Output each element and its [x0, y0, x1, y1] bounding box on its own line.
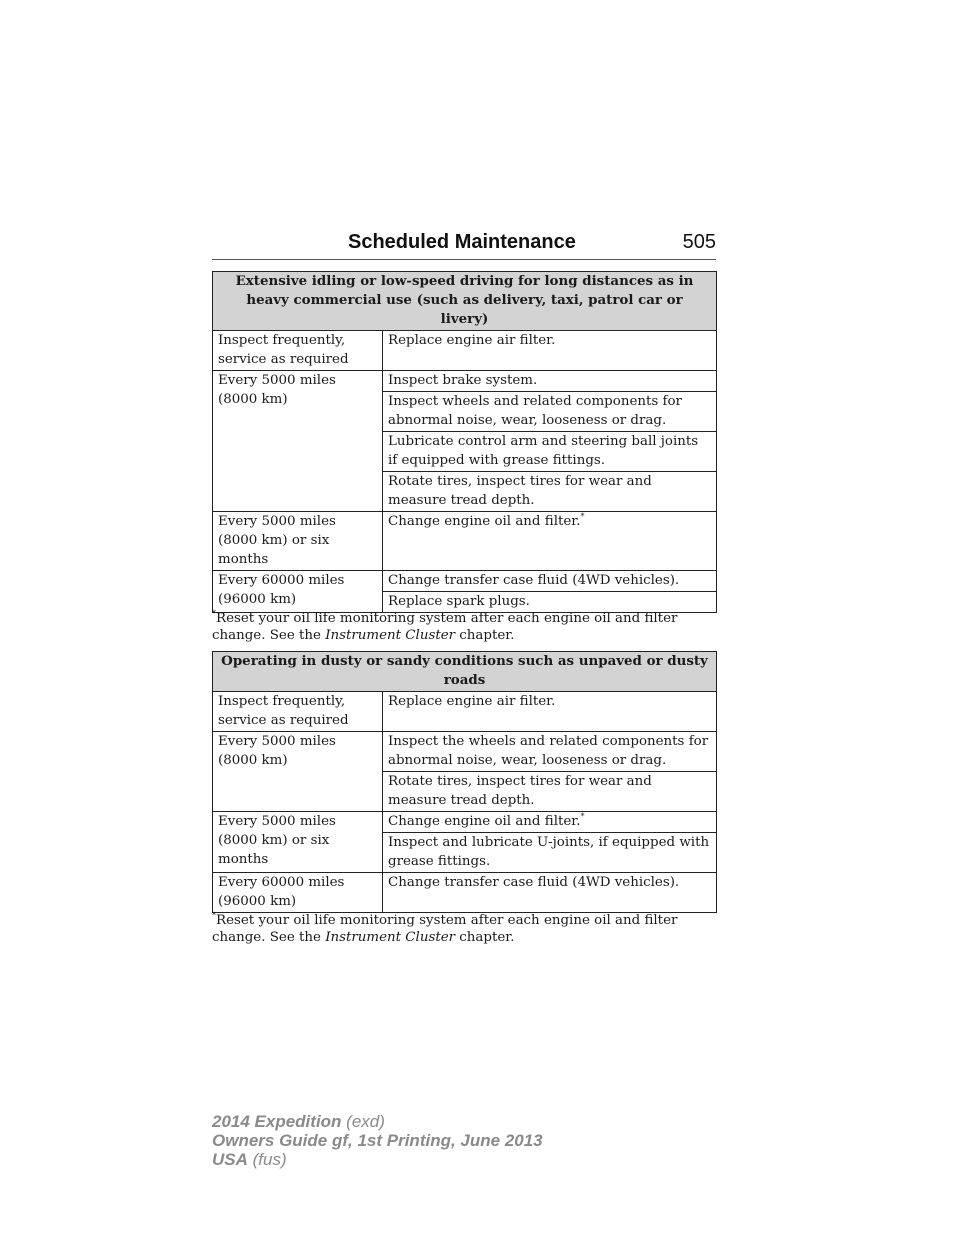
- footer-model: 2014 Expedition: [212, 1112, 342, 1131]
- page-number: 505: [682, 231, 716, 253]
- footer-market-code: (fus): [247, 1150, 287, 1169]
- table-row: [213, 512, 717, 571]
- maintenance-table-dusty: [212, 651, 717, 913]
- task-cell: [383, 873, 717, 913]
- task-cell: [383, 371, 717, 392]
- interval-cell: Every 5000 miles (8000 km) or six months: [213, 812, 383, 873]
- task-cell: [383, 812, 717, 833]
- task-text: Change engine oil and filter.: [388, 814, 581, 829]
- section-title: Scheduled Maintenance: [348, 231, 576, 253]
- footnote-marker: *: [580, 812, 585, 821]
- task-cell: [383, 772, 717, 812]
- footnote-marker: *: [212, 911, 216, 920]
- task-text: Change transfer case fluid (4WD vehicles).: [388, 573, 680, 588]
- page-header: [212, 229, 716, 260]
- task-text: Replace engine air filter.: [388, 333, 556, 348]
- page-footer: [212, 1112, 543, 1169]
- interval-cell: Every 5000 miles (8000 km): [213, 732, 383, 812]
- task-cell: [383, 432, 717, 472]
- task-text: Inspect the wheels and related components for abnormal noise, wear, looseness or drag.: [388, 734, 709, 768]
- footer-market: USA: [212, 1150, 248, 1169]
- footer-model-code: (exd): [341, 1112, 385, 1131]
- task-text: Change engine oil and filter.: [388, 514, 581, 529]
- footnote-marker: *: [212, 609, 216, 618]
- table-row: [213, 692, 717, 732]
- interval-cell: Inspect frequently, service as required: [213, 692, 383, 732]
- task-text: Rotate tires, inspect tires for wear and measure tread depth.: [388, 474, 652, 508]
- task-cell: [383, 331, 717, 371]
- interval-cell: Every 5000 miles (8000 km) or six months: [213, 512, 383, 571]
- task-text: Inspect brake system.: [388, 373, 538, 388]
- interval-cell: Every 5000 miles (8000 km): [213, 371, 383, 512]
- task-text: Rotate tires, inspect tires for wear and measure tread depth.: [388, 774, 652, 808]
- table-row: [213, 873, 717, 913]
- task-cell: [383, 732, 717, 772]
- table-heading: Operating in dusty or sandy conditions such as unpaved or dusty roads: [213, 652, 717, 692]
- task-cell: [383, 392, 717, 432]
- footer-edition: Owners Guide gf, 1st Printing, June 2013: [212, 1131, 543, 1150]
- table-row: [213, 812, 717, 833]
- task-text: Replace engine air filter.: [388, 694, 556, 709]
- footnote-text-end: chapter.: [455, 628, 515, 643]
- interval-cell: Every 60000 miles (96000 km): [213, 873, 383, 913]
- task-text: Inspect wheels and related components for abnormal noise, wear, looseness or drag.: [388, 394, 682, 428]
- task-text: Replace spark plugs.: [388, 594, 530, 609]
- task-cell: [383, 833, 717, 873]
- task-text: Change transfer case fluid (4WD vehicles).: [388, 875, 680, 890]
- footnote: [212, 610, 716, 644]
- task-cell: [383, 692, 717, 732]
- table-row: [213, 732, 717, 772]
- task-text: Inspect and lubricate U-joints, if equipped with grease fittings.: [388, 835, 710, 869]
- footnote-text-end: chapter.: [455, 930, 515, 945]
- footnote-text: Reset your oil life monitoring system after each engine oil and filter change. See the: [212, 611, 678, 643]
- footnote-text: Reset your oil life monitoring system after each engine oil and filter change. See the: [212, 913, 678, 945]
- maintenance-table-idling: [212, 271, 717, 613]
- chapter-reference: Instrument Cluster: [325, 628, 456, 643]
- interval-cell: Inspect frequently, service as required: [213, 331, 383, 371]
- chapter-reference: Instrument Cluster: [325, 930, 456, 945]
- interval-cell: Every 60000 miles (96000 km): [213, 571, 383, 613]
- table-heading: Extensive idling or low-speed driving for long distances as in heavy commercial use (such as delivery, taxi, patrol car or livery): [213, 272, 717, 331]
- task-text: Lubricate control arm and steering ball joints if equipped with grease fittings.: [388, 434, 699, 468]
- table-row: [213, 331, 717, 371]
- task-cell: [383, 512, 717, 571]
- footnote: [212, 912, 716, 946]
- footnote-marker: *: [580, 512, 585, 521]
- table-row: [213, 571, 717, 592]
- task-cell: [383, 472, 717, 512]
- table-row: [213, 371, 717, 392]
- task-cell: [383, 571, 717, 592]
